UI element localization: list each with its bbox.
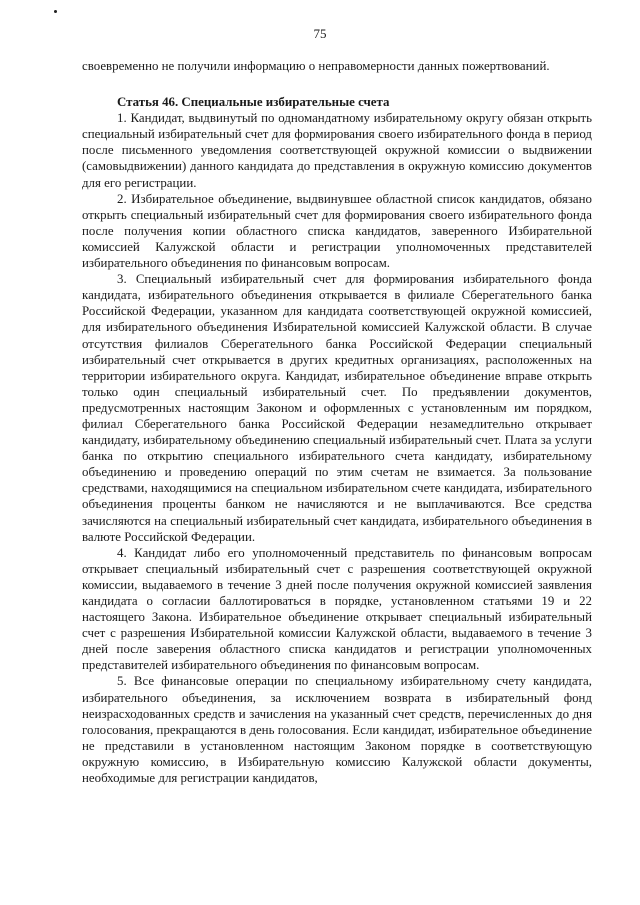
article-title: Статья 46. Специальные избирательные счета — [117, 95, 390, 110]
paragraph-1: 1. Кандидат, выдвинутый по одномандатному избирательному округу обязан открыть специальный избирательный счет для формирования своего избирательного фонда в период после письменного уведомления соответствующей окружной комиссии о выдвижении (самовыдвижении) данного кандидата до представления в окружную комиссию документов для его регистрации. — [82, 111, 592, 190]
paragraph-2: 2. Избирательное объединение, выдвинувшее областной список кандидатов, обязано открыть специальный избирательный счет для формирования своего избирательного фонда после получения копии областного списка кандидатов, заверенного Избирательной комиссией Калужской области и регистрации уполномоченных представителей избирательного объединения по финансовым вопросам. — [82, 191, 592, 271]
paragraph-4: 4. Кандидат либо его уполномоченный представитель по финансовым вопросам открывает специальный избирательный счет с разрешения соответствующей окружной комиссии, выдаваемого в течение 3 дней после получения окружной комиссией заявления кандидата о согласии баллотироваться в порядке, установленном статьями 19 и 22 настоящего Закона. Избирательное объединение открывает специальный избирательный счет с разрешения Избирательной комиссии Калужской области, выдаваемого в течение 3 дней после заверения областного списка кандидатов и регистрации уполномоченных представителей избирательного объединения по финансовым вопросам. — [82, 545, 592, 673]
paragraph-5: 5. Все финансовые операции по специальному избирательному счету кандидата, избирательного объединения, за исключением возврата в избирательный фонд неизрасходованных средств и зачисления на указанный счет средств, перечисленных до дня голосования, прекращаются в день голосования. Если кандидат, избирательное объединение не представили в установленном настоящим Законом порядке в соответствующую окружную комиссию, в Избирательную комиссию Калужской области документы, необходимые для регистрации кандидатов, — [82, 674, 592, 786]
scan-speck — [54, 10, 57, 13]
lead-paragraph: своевременно не получили информацию о неправомерности данных пожертвований. — [82, 59, 550, 73]
page-number: 75 — [313, 26, 327, 41]
paragraph-3: 3. Специальный избирательный счет для формирования избирательного фонда кандидата, избирательного объединения открывается в филиале Сберегательного банка Российской Федерации, указанном для кандидата соответствующей окружной комиссией, для избирательного объединения Избирательной комиссией Калужской области. В случае отсутствия филиалов Сберегательного банка Российской Федерации специальный избирательный счет открывается в других кредитных организациях, расположенных на территории избирательного округа. Кандидат, избирательное объединение вправе открыть только один специальный избирательный счет. По предъявлении документов, предусмотренных настоящим Законом и оформленных с установленным им порядком, филиал Сберегательного банка Российской Федерации незамедлительно открывает кандидату, избирательному объединению специальный избирательный счет. Плата за услуги банка по открытию специального избирательного счета кандидату, избирательному объединению и проведению операций по этим счетам не взимается. За пользование средствами, находящимися на специальном избирательном счете кандидата, избирательного объединения проценты банком не начисляются и не выплачиваются. Все средства зачисляются на специальный избирательный счет кандидата, избирательного объединения в валюте Российской Федерации. — [82, 272, 592, 544]
document-body — [82, 58, 592, 786]
